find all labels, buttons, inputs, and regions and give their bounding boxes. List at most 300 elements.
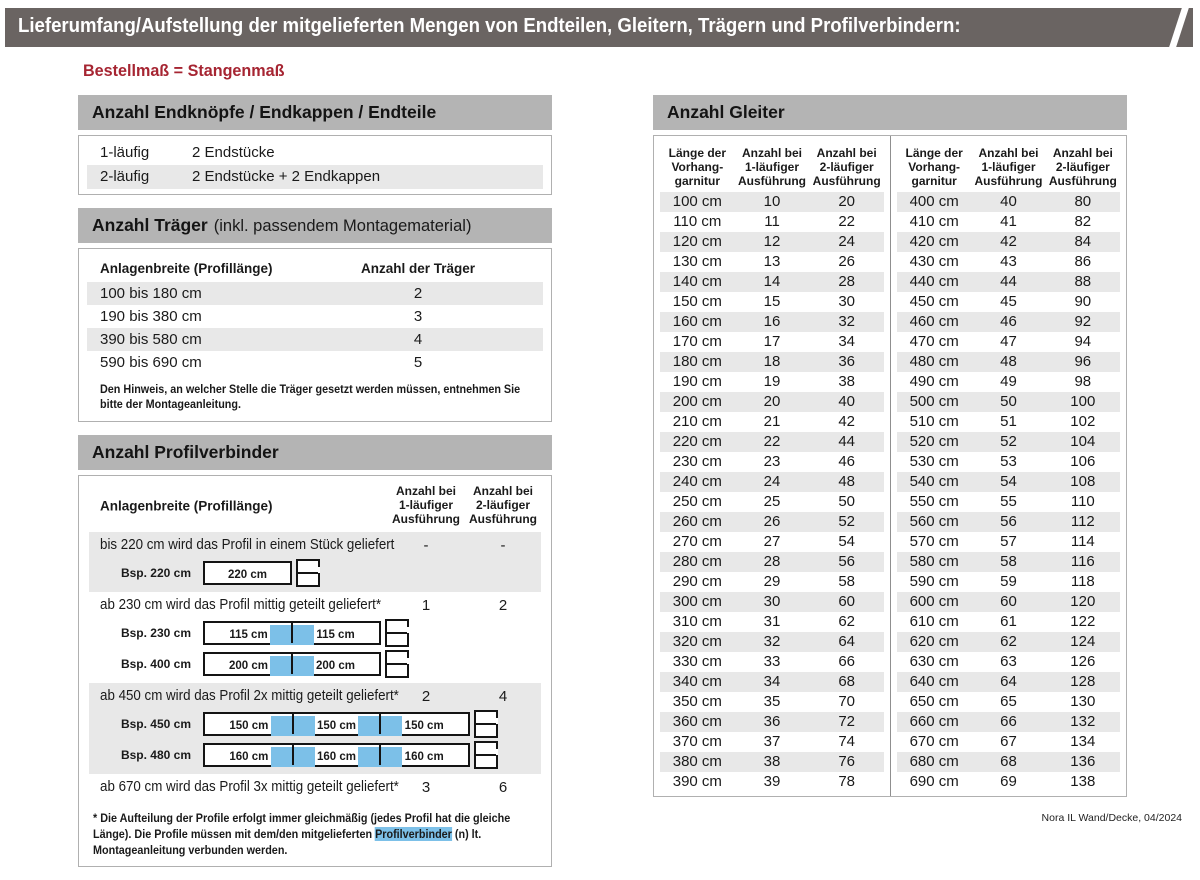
- count-2-laeufig: 58: [838, 573, 856, 590]
- column-header-line: garnitur: [674, 174, 720, 188]
- garnitur-length: 240 cm: [672, 473, 722, 490]
- section-header-gleiter-label: Anzahl Gleiter: [667, 102, 785, 122]
- count-1-laeufig: 41: [1000, 213, 1017, 230]
- column-header-line: 2-läufiger: [1055, 160, 1110, 174]
- garnitur-length: 350 cm: [672, 693, 722, 710]
- profile-bar: [203, 743, 470, 767]
- count-1-laeufig: 17: [763, 333, 781, 350]
- garnitur-length: 270 cm: [672, 533, 722, 550]
- end-bracket-icon: [385, 650, 409, 678]
- profile-diagram: [89, 739, 541, 770]
- profile-segment-length: 200 cm: [315, 659, 355, 672]
- profile-rule-description: ab 670 cm wird das Profil 3x mittig geteilt geliefert*: [100, 779, 399, 795]
- gleiter-row: [897, 672, 1120, 692]
- count-2-laeufig: 90: [1074, 293, 1092, 310]
- count-2-laeufig: 70: [838, 693, 856, 710]
- count-2-laeufig: 34: [838, 333, 856, 350]
- garnitur-length: 680 cm: [909, 753, 959, 770]
- count-1-laeufig: 30: [763, 593, 781, 610]
- count-1-laeufig: 57: [1000, 533, 1017, 550]
- count-2-laeufig: 74: [838, 733, 856, 750]
- count-1-laeufig: 43: [1000, 253, 1017, 270]
- count-1-laeufig: 16: [763, 313, 781, 330]
- endteile-value: 2 Endstücke + 2 Endkappen: [192, 168, 381, 185]
- gleiter-row: [897, 572, 1120, 592]
- end-bracket-icon: [385, 619, 409, 647]
- gleiter-row: [897, 372, 1120, 392]
- count-1-laeufig: 45: [1000, 293, 1017, 310]
- garnitur-length: 310 cm: [672, 613, 722, 630]
- count-2-laeufig: 36: [838, 353, 856, 370]
- count-2-laeufig: 136: [1070, 753, 1096, 770]
- count-2-laeufig: 102: [1070, 413, 1096, 430]
- column-header-1-laeufig: [384, 484, 468, 526]
- profilverbinder-table: [78, 475, 552, 867]
- count-1-laeufig: 33: [763, 653, 781, 670]
- count-2-laeufig: 64: [838, 633, 856, 650]
- profile-segment-length: 220 cm: [227, 568, 267, 581]
- count-1-laeufig: 48: [1000, 353, 1017, 370]
- column-header-line: Ausführung: [392, 512, 460, 526]
- diagram-example-label: Bsp. 450 cm: [120, 716, 191, 731]
- count-1-laeufig: 38: [763, 753, 781, 770]
- profile-rule-description: ab 230 cm wird das Profil mittig geteilt geliefert*: [100, 597, 382, 613]
- garnitur-length: 200 cm: [672, 393, 722, 410]
- count-1-laeufig: 1: [421, 597, 431, 614]
- column-header-line: Anzahl bei: [978, 146, 1039, 160]
- count-2-laeufig: 130: [1070, 693, 1096, 710]
- count-2-laeufig: 42: [838, 413, 856, 430]
- gleiter-row: [897, 232, 1120, 252]
- gleiter-row: [897, 512, 1120, 532]
- garnitur-length: 100 cm: [672, 193, 722, 210]
- count-1-laeufig: 24: [763, 473, 781, 490]
- gleiter-row: [660, 332, 884, 352]
- gleiter-row: [660, 632, 884, 652]
- garnitur-length: 160 cm: [672, 313, 722, 330]
- gleiter-row: [660, 652, 884, 672]
- profile-diagram: [89, 708, 541, 739]
- gleiter-row: [897, 632, 1120, 652]
- right-column: [653, 95, 1127, 810]
- garnitur-length: 500 cm: [909, 393, 959, 410]
- profile-bar: [203, 712, 470, 736]
- garnitur-length: 220 cm: [672, 433, 722, 450]
- profile-rule-row: [89, 774, 541, 803]
- count-1-laeufig: 18: [763, 353, 781, 370]
- column-header: [971, 142, 1045, 192]
- page-title-bar: [5, 8, 1193, 47]
- count-2-laeufig: 124: [1070, 633, 1096, 650]
- gleiter-row: [660, 472, 884, 492]
- garnitur-length: 280 cm: [672, 553, 722, 570]
- diagram-example-label: Bsp. 220 cm: [120, 565, 191, 580]
- gleiter-row: [897, 412, 1120, 432]
- gleiter-row: [897, 432, 1120, 452]
- traeger-count: 3: [413, 308, 423, 325]
- count-1-laeufig: 46: [1000, 313, 1017, 330]
- gleiter-row: [897, 272, 1120, 292]
- count-2-laeufig: 134: [1070, 733, 1096, 750]
- garnitur-length: 400 cm: [909, 193, 959, 210]
- profile-rule-description: bis 220 cm wird das Profil in einem Stück geliefert: [100, 537, 395, 553]
- traeger-count: 2: [413, 285, 423, 302]
- laeufigkeit-label: 1-läufig: [100, 144, 150, 161]
- profile-segment-length: 160 cm: [404, 750, 444, 763]
- column-header: [809, 142, 884, 192]
- count-1-laeufig: 68: [1000, 753, 1017, 770]
- count-1-laeufig: 26: [763, 513, 781, 530]
- count-1-laeufig: 61: [1000, 613, 1017, 630]
- count-1-laeufig: 52: [1000, 433, 1017, 450]
- garnitur-length: 140 cm: [672, 273, 722, 290]
- count-1-laeufig: 47: [1000, 333, 1017, 350]
- count-1-laeufig: 29: [763, 573, 781, 590]
- segment-divider: [291, 654, 293, 674]
- column-header-line: Ausführung: [469, 512, 537, 526]
- gleiter-row: [897, 252, 1120, 272]
- garnitur-length: 330 cm: [672, 653, 722, 670]
- garnitur-length: 190 cm: [672, 373, 722, 390]
- column-header-line: Anzahl bei: [1052, 146, 1113, 160]
- count-2-laeufig: 28: [838, 273, 856, 290]
- count-1-laeufig: 59: [1000, 573, 1017, 590]
- count-1-laeufig: 13: [763, 253, 781, 270]
- gleiter-row: [660, 592, 884, 612]
- count-2-laeufig: 50: [838, 493, 856, 510]
- garnitur-length: 570 cm: [909, 533, 959, 550]
- segment-divider: [291, 623, 293, 643]
- count-1-laeufig: 67: [1000, 733, 1017, 750]
- count-2-laeufig: 56: [838, 553, 856, 570]
- garnitur-length: 320 cm: [672, 633, 722, 650]
- column-header: [660, 142, 735, 192]
- count-1-laeufig: 49: [1000, 373, 1017, 390]
- gleiter-row: [660, 672, 884, 692]
- count-2-laeufig: 38: [838, 373, 856, 390]
- count-1-laeufig: 36: [763, 713, 781, 730]
- count-1-laeufig: 55: [1000, 493, 1017, 510]
- traeger-row: [87, 282, 543, 305]
- column-header-anlagenbreite: Anlagenbreite (Profillänge): [100, 261, 273, 276]
- garnitur-length: 430 cm: [909, 253, 959, 270]
- count-1-laeufig: 2: [421, 688, 431, 705]
- count-2-laeufig: 4: [498, 688, 508, 705]
- garnitur-length: 550 cm: [909, 493, 959, 510]
- count-2-laeufig: 116: [1070, 553, 1095, 570]
- garnitur-length: 690 cm: [909, 773, 959, 790]
- gleiter-row: [897, 332, 1120, 352]
- profile-segment-length: 115 cm: [229, 628, 268, 641]
- count-1-laeufig: 50: [1000, 393, 1017, 410]
- count-2-laeufig: 138: [1070, 773, 1096, 790]
- garnitur-length: 450 cm: [909, 293, 959, 310]
- count-2-laeufig: 92: [1074, 313, 1092, 330]
- count-2-laeufig: 110: [1070, 493, 1095, 510]
- column-header-line: 2-läufiger: [475, 498, 530, 512]
- traeger-header-row: [87, 255, 543, 282]
- count-2-laeufig: 32: [838, 313, 856, 330]
- gleiter-row: [660, 232, 884, 252]
- count-2-laeufig: 60: [838, 593, 856, 610]
- count-1-laeufig: 20: [763, 393, 781, 410]
- garnitur-length: 250 cm: [672, 493, 722, 510]
- garnitur-length: 120 cm: [672, 233, 722, 250]
- count-2-laeufig: 88: [1074, 273, 1092, 290]
- traeger-count: 5: [413, 354, 423, 371]
- gleiter-row: [897, 592, 1120, 612]
- profile-segment-length: 115 cm: [316, 628, 355, 641]
- count-1-laeufig: 19: [763, 373, 781, 390]
- gleiter-row: [660, 212, 884, 232]
- gleiter-row: [897, 712, 1120, 732]
- traeger-table: [78, 248, 552, 422]
- left-column: [78, 95, 552, 880]
- column-header-line: 1-läufiger: [745, 160, 800, 174]
- count-1-laeufig: 58: [1000, 553, 1017, 570]
- traeger-note: Den Hinweis, an welcher Stelle die Träger gesetzt werden müssen, entnehmen Sie bitte der Montageanleitung.: [100, 382, 521, 411]
- column-header-line: Ausführung: [1048, 174, 1117, 188]
- column-header-line: Länge der: [668, 146, 727, 160]
- column-header: [735, 142, 810, 192]
- traeger-count: 4: [413, 331, 423, 348]
- count-2-laeufig: 44: [838, 433, 856, 450]
- garnitur-length: 560 cm: [909, 513, 959, 530]
- count-2-laeufig: 96: [1074, 353, 1092, 370]
- traeger-row: [87, 351, 543, 374]
- gleiter-row: [660, 512, 884, 532]
- gleiter-row: [897, 772, 1120, 792]
- gleiter-row: [897, 732, 1120, 752]
- garnitur-length: 540 cm: [909, 473, 959, 490]
- garnitur-length: 630 cm: [909, 653, 959, 670]
- count-1-laeufig: 32: [763, 633, 781, 650]
- count-2-laeufig: 82: [1074, 213, 1092, 230]
- count-1-laeufig: 63: [1000, 653, 1017, 670]
- garnitur-length: 180 cm: [672, 353, 722, 370]
- count-2-laeufig: 104: [1070, 433, 1096, 450]
- garnitur-length: 670 cm: [909, 733, 959, 750]
- count-1-laeufig: 15: [763, 293, 781, 310]
- count-2-laeufig: 94: [1074, 333, 1092, 350]
- section-header-traeger: [78, 208, 552, 243]
- garnitur-length: 600 cm: [909, 593, 959, 610]
- garnitur-length: 150 cm: [672, 293, 722, 310]
- count-1-laeufig: 3: [421, 779, 431, 796]
- count-2-laeufig: 62: [838, 613, 856, 630]
- profile-diagram: [89, 648, 541, 679]
- count-2-laeufig: 68: [838, 673, 856, 690]
- garnitur-length: 490 cm: [909, 373, 959, 390]
- profile-rule-row: [89, 683, 541, 774]
- garnitur-length: 170 cm: [672, 333, 722, 350]
- order-size-note: Bestellmaß = Stangenmaß: [83, 61, 285, 80]
- profile-segment-length: 160 cm: [317, 750, 357, 763]
- profile-rule-line: [89, 594, 541, 617]
- diagram-example-label: Bsp. 480 cm: [120, 747, 191, 762]
- count-1-laeufig: 53: [1000, 453, 1017, 470]
- garnitur-length: 650 cm: [909, 693, 959, 710]
- gleiter-row: [897, 612, 1120, 632]
- footnote-highlighted-term: Profilverbinder: [375, 827, 452, 841]
- garnitur-length: 230 cm: [672, 453, 722, 470]
- profile-bar: [203, 652, 381, 676]
- gleiter-row: [660, 352, 884, 372]
- garnitur-length: 340 cm: [672, 673, 722, 690]
- header-slash-decoration: [1167, 8, 1190, 47]
- count-2-laeufig: 114: [1070, 533, 1095, 550]
- gleiter-row: [660, 772, 884, 792]
- count-2-laeufig: 132: [1070, 713, 1096, 730]
- profile-segment-length: 200 cm: [228, 659, 268, 672]
- diagram-example-label: Bsp. 230 cm: [120, 625, 191, 640]
- profile-bar: [203, 561, 292, 585]
- anlagenbreite-value: 190 bis 380 cm: [100, 308, 202, 325]
- column-header-anlagenbreite: Anlagenbreite (Profillänge): [100, 498, 273, 514]
- endteile-value: 2 Endstücke: [192, 144, 275, 161]
- gleiter-row: [897, 192, 1120, 212]
- gleiter-row: [660, 272, 884, 292]
- gleiter-row: [660, 292, 884, 312]
- garnitur-length: 530 cm: [909, 453, 959, 470]
- profile-rule-line: [89, 776, 541, 799]
- count-1-laeufig: 22: [763, 433, 781, 450]
- anlagenbreite-value: 100 bis 180 cm: [100, 285, 202, 302]
- endteile-table: [78, 135, 552, 195]
- column-header-line: Anzahl bei: [395, 484, 456, 498]
- endteile-row: [87, 165, 543, 189]
- gleiter-row: [660, 712, 884, 732]
- column-header: [897, 142, 971, 192]
- garnitur-length: 420 cm: [909, 233, 959, 250]
- count-1-laeufig: 12: [763, 233, 781, 250]
- gleiter-header-row: [660, 142, 884, 192]
- gleiter-row: [660, 752, 884, 772]
- garnitur-length: 360 cm: [672, 713, 722, 730]
- count-2-laeufig: 128: [1070, 673, 1096, 690]
- gleiter-row: [897, 752, 1120, 772]
- count-2-laeufig: 6: [498, 779, 508, 796]
- count-1-laeufig: 21: [763, 413, 781, 430]
- column-header-line: Vorhang-: [908, 160, 961, 174]
- count-1-laeufig: 10: [763, 193, 781, 210]
- profile-rule-row: [89, 592, 541, 683]
- count-2-laeufig: 30: [838, 293, 856, 310]
- count-1-laeufig: 66: [1000, 713, 1017, 730]
- section-header-traeger-label: Anzahl Träger: [92, 215, 208, 235]
- anlagenbreite-value: 590 bis 690 cm: [100, 354, 202, 371]
- count-1-laeufig: 31: [763, 613, 781, 630]
- column-header-line: Ausführung: [812, 174, 881, 188]
- profile-diagram: [89, 617, 541, 648]
- profile-segment-length: 160 cm: [229, 750, 269, 763]
- count-1-laeufig: 60: [1000, 593, 1017, 610]
- garnitur-length: 620 cm: [909, 633, 959, 650]
- gleiter-header-row: [897, 142, 1120, 192]
- profile-segment-length: 150 cm: [404, 719, 444, 732]
- end-bracket-icon: [296, 559, 320, 587]
- count-1-laeufig: 51: [1000, 413, 1017, 430]
- column-header-anzahl-traeger: Anzahl der Träger: [360, 261, 476, 276]
- count-2-laeufig: 84: [1074, 233, 1092, 250]
- gleiter-row: [660, 572, 884, 592]
- column-header: [1046, 142, 1120, 192]
- gleiter-row: [897, 312, 1120, 332]
- column-header-line: Anzahl bei: [472, 484, 533, 498]
- section-header-traeger-sublabel: (inkl. passendem Montagematerial): [213, 217, 472, 235]
- count-2-laeufig: 112: [1070, 513, 1095, 530]
- gleiter-row: [660, 252, 884, 272]
- count-2-laeufig: 80: [1074, 193, 1092, 210]
- gleiter-row: [897, 352, 1120, 372]
- column-header-line: Anzahl bei: [816, 146, 877, 160]
- count-1-laeufig: 11: [764, 213, 780, 230]
- count-1-laeufig: 69: [1000, 773, 1017, 790]
- count-2-laeufig: 118: [1070, 573, 1095, 590]
- count-1-laeufig: 34: [763, 673, 781, 690]
- section-header-endteile: [78, 95, 552, 130]
- gleiter-row: [660, 452, 884, 472]
- count-2-laeufig: 72: [838, 713, 856, 730]
- section-header-profilverbinder-label: Anzahl Profilverbinder: [92, 442, 279, 462]
- traeger-rows: [87, 282, 543, 374]
- profilverbinder-header-row: [87, 480, 543, 532]
- column-header-line: Ausführung: [738, 174, 806, 188]
- garnitur-length: 210 cm: [672, 413, 722, 430]
- count-2-laeufig: 86: [1074, 253, 1092, 270]
- profilverbinder-rows: [87, 532, 543, 803]
- gleiter-half-left: [654, 136, 890, 796]
- gleiter-row: [660, 612, 884, 632]
- gleiter-row: [897, 492, 1120, 512]
- count-2-laeufig: 52: [838, 513, 856, 530]
- document-footer: Nora IL Wand/Decke, 04/2024: [1041, 812, 1182, 824]
- gleiter-row: [660, 432, 884, 452]
- garnitur-length: 580 cm: [909, 553, 959, 570]
- garnitur-length: 440 cm: [909, 273, 959, 290]
- segment-divider: [379, 714, 381, 734]
- count-1-laeufig: 56: [1000, 513, 1017, 530]
- segment-divider: [292, 745, 294, 765]
- count-2-laeufig: 122: [1070, 613, 1096, 630]
- garnitur-length: 460 cm: [909, 313, 959, 330]
- footnote-text: * Die Aufteilung der Profile erfolgt immer gleichmäßig (jedes Profil hat die gleiche Länge). Die Profile müssen mit dem/den mitgelieferten: [93, 811, 511, 841]
- count-2-laeufig: 2: [498, 597, 508, 614]
- count-1-laeufig: 25: [763, 493, 781, 510]
- garnitur-length: 660 cm: [909, 713, 959, 730]
- column-header-line: 1-läufiger: [398, 498, 453, 512]
- gleiter-row: [660, 392, 884, 412]
- garnitur-length: 510 cm: [909, 413, 959, 430]
- gleiter-row: [660, 532, 884, 552]
- gleiter-row: [660, 552, 884, 572]
- count-1-laeufig: 27: [763, 533, 781, 550]
- gleiter-row: [897, 452, 1120, 472]
- count-1-laeufig: 62: [1000, 633, 1017, 650]
- column-header-line: 1-läufiger: [981, 160, 1036, 174]
- column-header-line: Ausführung: [974, 174, 1043, 188]
- count-1-laeufig: 42: [1000, 233, 1017, 250]
- garnitur-length: 410 cm: [909, 213, 959, 230]
- gleiter-row: [660, 692, 884, 712]
- garnitur-length: 590 cm: [909, 573, 959, 590]
- count-2-laeufig: 120: [1070, 593, 1096, 610]
- column-header-2-laeufig: [461, 484, 545, 526]
- profile-segment-length: 150 cm: [317, 719, 357, 732]
- garnitur-length: 390 cm: [672, 773, 722, 790]
- garnitur-length: 370 cm: [672, 733, 722, 750]
- profile-segment-length: 150 cm: [229, 719, 269, 732]
